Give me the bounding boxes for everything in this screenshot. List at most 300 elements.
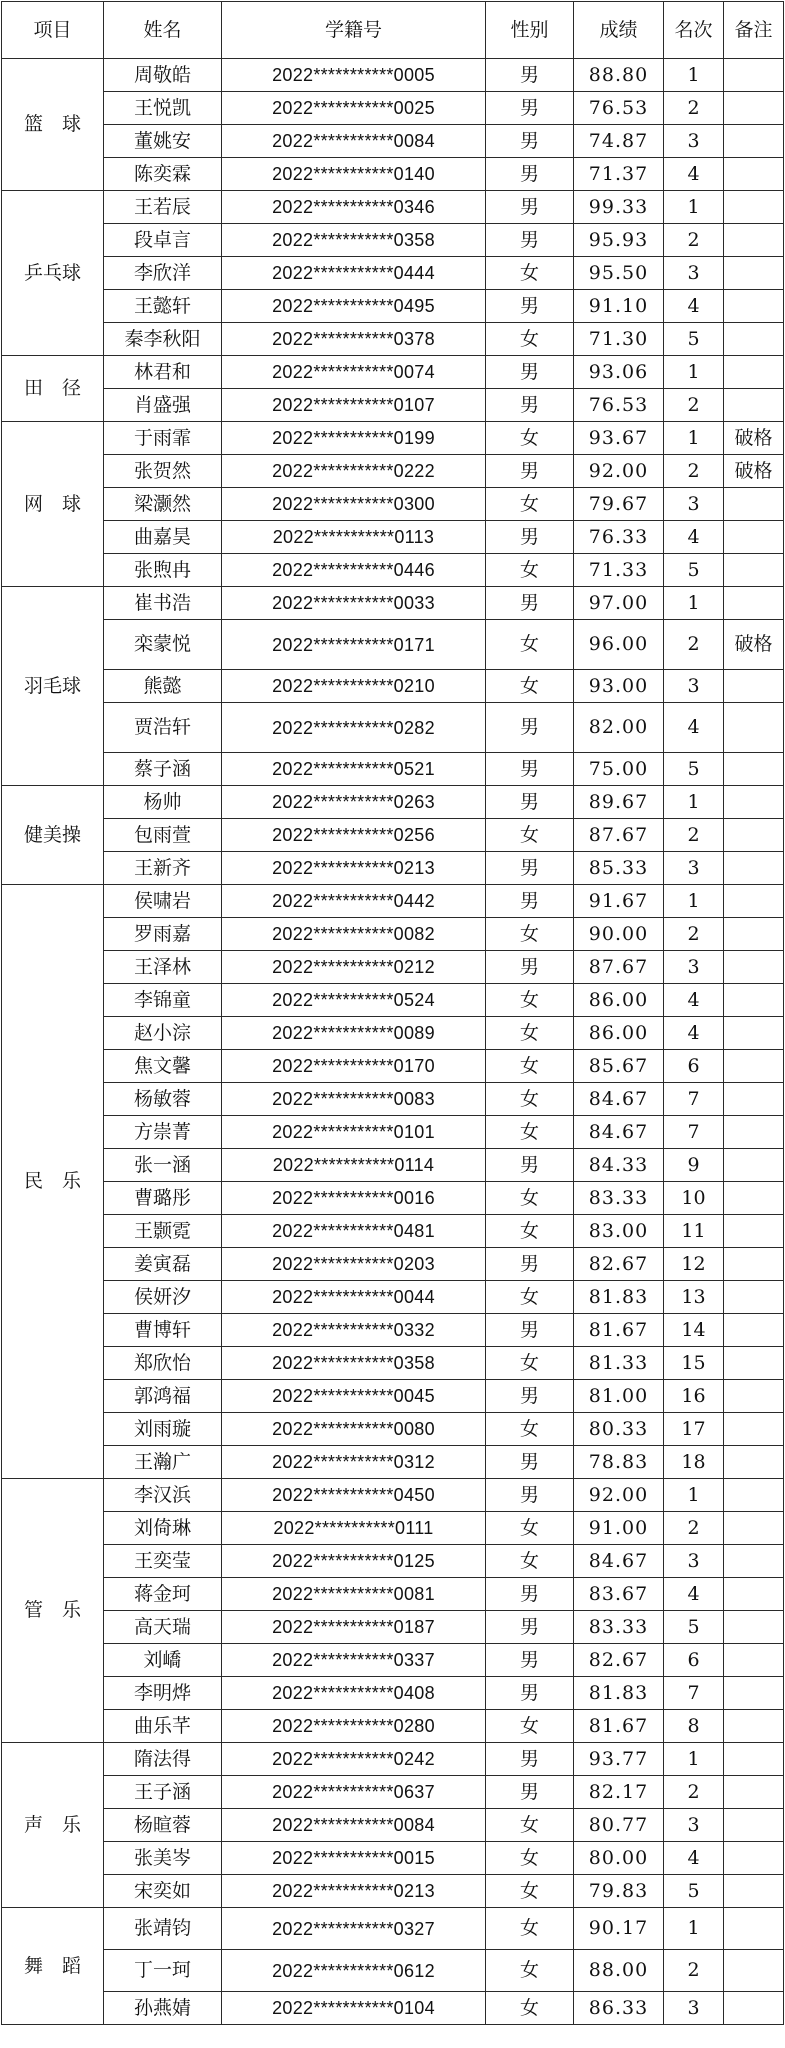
gender-cell: 男 [486, 1644, 574, 1677]
table-row [2, 620, 784, 670]
rank-cell: 14 [664, 1314, 724, 1347]
table-row [2, 918, 784, 951]
remark-cell [724, 1809, 784, 1842]
student-id-cell: 2022***********0084 [222, 125, 486, 158]
rank-cell: 2 [664, 918, 724, 951]
gender-cell: 女 [486, 554, 574, 587]
remark-cell [724, 521, 784, 554]
name-cell: 张美岑 [104, 1842, 222, 1875]
name-cell: 姜寅磊 [104, 1248, 222, 1281]
table-row [2, 521, 784, 554]
project-cell: 田 径 [2, 356, 104, 422]
name-cell: 李明烨 [104, 1677, 222, 1710]
name-cell: 王瀚广 [104, 1446, 222, 1479]
name-cell: 侯啸岩 [104, 885, 222, 918]
name-cell: 王悦凯 [104, 92, 222, 125]
gender-cell: 男 [486, 1314, 574, 1347]
student-id-cell: 2022***********0111 [222, 1512, 486, 1545]
score-cell: 84.33 [574, 1149, 664, 1182]
gender-cell: 女 [486, 257, 574, 290]
score-cell: 83.33 [574, 1611, 664, 1644]
table-row [2, 1809, 784, 1842]
score-cell: 71.37 [574, 158, 664, 191]
rank-cell: 1 [664, 885, 724, 918]
gender-cell: 女 [486, 1908, 574, 1950]
rank-cell: 1 [664, 356, 724, 389]
rank-cell: 3 [664, 1545, 724, 1578]
table-row [2, 1479, 784, 1512]
rank-cell: 4 [664, 1017, 724, 1050]
table-row [2, 1950, 784, 1992]
table-row [2, 984, 784, 1017]
score-cell: 88.00 [574, 1950, 664, 1992]
name-cell: 曹璐彤 [104, 1182, 222, 1215]
score-cell: 76.33 [574, 521, 664, 554]
gender-cell: 女 [486, 1083, 574, 1116]
name-cell: 王子涵 [104, 1776, 222, 1809]
score-cell: 84.67 [574, 1545, 664, 1578]
rank-cell: 3 [664, 951, 724, 984]
student-id-cell: 2022***********0015 [222, 1842, 486, 1875]
name-cell: 肖盛强 [104, 389, 222, 422]
rank-cell: 4 [664, 703, 724, 753]
gender-cell: 男 [486, 521, 574, 554]
remark-cell [724, 1413, 784, 1446]
name-cell: 蔡子涵 [104, 753, 222, 786]
remark-cell: 破格 [724, 455, 784, 488]
table-row [2, 1842, 784, 1875]
gender-cell: 女 [486, 1992, 574, 2025]
remark-cell [724, 1314, 784, 1347]
table-row [2, 59, 784, 92]
gender-cell: 男 [486, 125, 574, 158]
remark-cell [724, 1644, 784, 1677]
table-row [2, 819, 784, 852]
score-cell: 76.53 [574, 92, 664, 125]
rank-cell: 5 [664, 753, 724, 786]
gender-cell: 男 [486, 1149, 574, 1182]
gender-cell: 女 [486, 1842, 574, 1875]
student-id-cell: 2022***********0337 [222, 1644, 486, 1677]
name-cell: 梁灏然 [104, 488, 222, 521]
table-row [2, 703, 784, 753]
rank-cell: 2 [664, 92, 724, 125]
table-row [2, 1908, 784, 1950]
gender-cell: 男 [486, 786, 574, 819]
gender-cell: 男 [486, 356, 574, 389]
remark-cell [724, 819, 784, 852]
rank-cell: 4 [664, 521, 724, 554]
remark-cell [724, 703, 784, 753]
rank-cell: 8 [664, 1710, 724, 1743]
project-cell: 健美操 [2, 786, 104, 885]
score-cell: 85.33 [574, 852, 664, 885]
gender-cell: 男 [486, 1743, 574, 1776]
table-row [2, 224, 784, 257]
name-cell: 曹博轩 [104, 1314, 222, 1347]
gender-cell: 男 [486, 587, 574, 620]
remark-cell [724, 92, 784, 125]
rank-cell: 4 [664, 1578, 724, 1611]
rank-cell: 17 [664, 1413, 724, 1446]
table-row [2, 1050, 784, 1083]
table-row [2, 1446, 784, 1479]
score-cell: 75.00 [574, 753, 664, 786]
rank-cell: 16 [664, 1380, 724, 1413]
name-cell: 方崇菁 [104, 1116, 222, 1149]
student-id-cell: 2022***********0444 [222, 257, 486, 290]
name-cell: 贾浩轩 [104, 703, 222, 753]
gender-cell: 男 [486, 1446, 574, 1479]
table-row [2, 92, 784, 125]
gender-cell: 女 [486, 1950, 574, 1992]
remark-cell [724, 1743, 784, 1776]
rank-cell: 13 [664, 1281, 724, 1314]
score-cell: 78.83 [574, 1446, 664, 1479]
name-cell: 刘嶠 [104, 1644, 222, 1677]
remark-cell [724, 1578, 784, 1611]
name-cell: 栾蒙悦 [104, 620, 222, 670]
remark-cell [724, 1677, 784, 1710]
gender-cell: 男 [486, 191, 574, 224]
table-row [2, 158, 784, 191]
score-cell: 87.67 [574, 819, 664, 852]
gender-cell: 女 [486, 422, 574, 455]
student-id-cell: 2022***********0327 [222, 1908, 486, 1950]
score-cell: 99.33 [574, 191, 664, 224]
name-cell: 张一涵 [104, 1149, 222, 1182]
name-cell: 曲乐芊 [104, 1710, 222, 1743]
score-cell: 93.00 [574, 670, 664, 703]
header-remark: 备注 [724, 2, 784, 59]
remark-cell [724, 1479, 784, 1512]
score-cell: 86.00 [574, 984, 664, 1017]
gender-cell: 女 [486, 1116, 574, 1149]
gender-cell: 男 [486, 1248, 574, 1281]
header-score: 成绩 [574, 2, 664, 59]
student-id-cell: 2022***********0280 [222, 1710, 486, 1743]
student-id-cell: 2022***********0187 [222, 1611, 486, 1644]
score-cell: 92.00 [574, 1479, 664, 1512]
student-id-cell: 2022***********0005 [222, 59, 486, 92]
name-cell: 段卓言 [104, 224, 222, 257]
rank-cell: 4 [664, 984, 724, 1017]
name-cell: 李欣洋 [104, 257, 222, 290]
score-cell: 85.67 [574, 1050, 664, 1083]
score-cell: 89.67 [574, 786, 664, 819]
remark-cell [724, 786, 784, 819]
name-cell: 李汉浜 [104, 1479, 222, 1512]
header-rank: 名次 [664, 2, 724, 59]
table-row [2, 670, 784, 703]
student-id-cell: 2022***********0083 [222, 1083, 486, 1116]
remark-cell [724, 1512, 784, 1545]
rank-cell: 11 [664, 1215, 724, 1248]
name-cell: 刘倚琳 [104, 1512, 222, 1545]
score-cell: 95.50 [574, 257, 664, 290]
student-id-cell: 2022***********0213 [222, 852, 486, 885]
gender-cell: 男 [486, 158, 574, 191]
name-cell: 崔书浩 [104, 587, 222, 620]
project-cell: 乒乓球 [2, 191, 104, 356]
remark-cell [724, 984, 784, 1017]
gender-cell: 女 [486, 1710, 574, 1743]
score-cell: 90.00 [574, 918, 664, 951]
table-row [2, 1512, 784, 1545]
gender-cell: 男 [486, 455, 574, 488]
remark-cell [724, 323, 784, 356]
rank-cell: 5 [664, 1875, 724, 1908]
score-cell: 81.83 [574, 1677, 664, 1710]
rank-cell: 1 [664, 786, 724, 819]
score-cell: 82.00 [574, 703, 664, 753]
rank-cell: 1 [664, 587, 724, 620]
gender-cell: 女 [486, 670, 574, 703]
rank-cell: 3 [664, 852, 724, 885]
rank-cell: 3 [664, 125, 724, 158]
student-id-cell: 2022***********0408 [222, 1677, 486, 1710]
student-id-cell: 2022***********0332 [222, 1314, 486, 1347]
rank-cell: 15 [664, 1347, 724, 1380]
table-row [2, 1314, 784, 1347]
name-cell: 秦李秋阳 [104, 323, 222, 356]
gender-cell: 女 [486, 1281, 574, 1314]
rank-cell: 9 [664, 1149, 724, 1182]
score-cell: 92.00 [574, 455, 664, 488]
gender-cell: 男 [486, 1776, 574, 1809]
student-id-cell: 2022***********0495 [222, 290, 486, 323]
table-row [2, 356, 784, 389]
rank-cell: 3 [664, 1992, 724, 2025]
score-cell: 79.83 [574, 1875, 664, 1908]
student-id-cell: 2022***********0125 [222, 1545, 486, 1578]
header-student-id: 学籍号 [222, 2, 486, 59]
table-row [2, 1281, 784, 1314]
rank-cell: 6 [664, 1050, 724, 1083]
student-id-cell: 2022***********0210 [222, 670, 486, 703]
student-id-cell: 2022***********0222 [222, 455, 486, 488]
score-cell: 74.87 [574, 125, 664, 158]
table-row [2, 1545, 784, 1578]
score-cell: 86.00 [574, 1017, 664, 1050]
table-row [2, 422, 784, 455]
remark-cell [724, 1875, 784, 1908]
gender-cell: 男 [486, 1677, 574, 1710]
student-id-cell: 2022***********0358 [222, 224, 486, 257]
score-cell: 82.67 [574, 1644, 664, 1677]
gender-cell: 女 [486, 1050, 574, 1083]
score-cell: 96.00 [574, 620, 664, 670]
header-gender: 性别 [486, 2, 574, 59]
score-cell: 71.33 [574, 554, 664, 587]
name-cell: 王泽林 [104, 951, 222, 984]
score-cell: 76.53 [574, 389, 664, 422]
table-row [2, 1644, 784, 1677]
student-id-cell: 2022***********0450 [222, 1479, 486, 1512]
table-row [2, 1017, 784, 1050]
gender-cell: 女 [486, 984, 574, 1017]
gender-cell: 男 [486, 389, 574, 422]
score-cell: 83.67 [574, 1578, 664, 1611]
rank-cell: 4 [664, 158, 724, 191]
rank-cell: 2 [664, 455, 724, 488]
name-cell: 杨帅 [104, 786, 222, 819]
rank-cell: 2 [664, 819, 724, 852]
table-row [2, 191, 784, 224]
table-row [2, 125, 784, 158]
student-id-cell: 2022***********0481 [222, 1215, 486, 1248]
rank-cell: 2 [664, 224, 724, 257]
table-row [2, 753, 784, 786]
rank-cell: 7 [664, 1083, 724, 1116]
student-id-cell: 2022***********0203 [222, 1248, 486, 1281]
remark-cell [724, 290, 784, 323]
name-cell: 宋奕如 [104, 1875, 222, 1908]
table-row [2, 1776, 784, 1809]
table-row [2, 1182, 784, 1215]
table-row [2, 1677, 784, 1710]
gender-cell: 女 [486, 918, 574, 951]
remark-cell [724, 191, 784, 224]
table-row [2, 257, 784, 290]
header-row [2, 2, 784, 59]
score-cell: 81.67 [574, 1314, 664, 1347]
gender-cell: 男 [486, 1380, 574, 1413]
remark-cell [724, 389, 784, 422]
student-id-cell: 2022***********0101 [222, 1116, 486, 1149]
results-table [1, 1, 784, 2025]
score-cell: 91.00 [574, 1512, 664, 1545]
remark-cell [724, 670, 784, 703]
student-id-cell: 2022***********0282 [222, 703, 486, 753]
remark-cell [724, 1950, 784, 1992]
project-cell: 声 乐 [2, 1743, 104, 1908]
score-cell: 80.77 [574, 1809, 664, 1842]
name-cell: 蒋金珂 [104, 1578, 222, 1611]
gender-cell: 女 [486, 1875, 574, 1908]
table-row [2, 554, 784, 587]
name-cell: 隋法得 [104, 1743, 222, 1776]
name-cell: 王新齐 [104, 852, 222, 885]
rank-cell: 6 [664, 1644, 724, 1677]
remark-cell [724, 1992, 784, 2025]
remark-cell: 破格 [724, 620, 784, 670]
score-cell: 93.77 [574, 1743, 664, 1776]
header-name: 姓名 [104, 2, 222, 59]
student-id-cell: 2022***********0521 [222, 753, 486, 786]
remark-cell [724, 1050, 784, 1083]
table-row [2, 290, 784, 323]
table-row [2, 1347, 784, 1380]
remark-cell [724, 1908, 784, 1950]
rank-cell: 3 [664, 257, 724, 290]
project-cell: 舞 蹈 [2, 1908, 104, 2025]
table-row [2, 389, 784, 422]
student-id-cell: 2022***********0084 [222, 1809, 486, 1842]
student-id-cell: 2022***********0044 [222, 1281, 486, 1314]
name-cell: 林君和 [104, 356, 222, 389]
project-cell: 管 乐 [2, 1479, 104, 1743]
gender-cell: 男 [486, 1578, 574, 1611]
rank-cell: 1 [664, 1479, 724, 1512]
remark-cell [724, 1116, 784, 1149]
name-cell: 李锦童 [104, 984, 222, 1017]
remark-cell [724, 1710, 784, 1743]
student-id-cell: 2022***********0212 [222, 951, 486, 984]
gender-cell: 女 [486, 1215, 574, 1248]
student-id-cell: 2022***********0170 [222, 1050, 486, 1083]
name-cell: 焦文馨 [104, 1050, 222, 1083]
rank-cell: 7 [664, 1116, 724, 1149]
student-id-cell: 2022***********0114 [222, 1149, 486, 1182]
name-cell: 王奕莹 [104, 1545, 222, 1578]
remark-cell [724, 59, 784, 92]
student-id-cell: 2022***********0242 [222, 1743, 486, 1776]
rank-cell: 4 [664, 1842, 724, 1875]
name-cell: 孙燕婧 [104, 1992, 222, 2025]
table-row [2, 587, 784, 620]
score-cell: 82.17 [574, 1776, 664, 1809]
remark-cell [724, 356, 784, 389]
gender-cell: 女 [486, 1545, 574, 1578]
name-cell: 郑欣怡 [104, 1347, 222, 1380]
student-id-cell: 2022***********0213 [222, 1875, 486, 1908]
gender-cell: 男 [486, 753, 574, 786]
table-row [2, 1743, 784, 1776]
rank-cell: 10 [664, 1182, 724, 1215]
gender-cell: 女 [486, 488, 574, 521]
score-cell: 91.67 [574, 885, 664, 918]
score-cell: 81.67 [574, 1710, 664, 1743]
gender-cell: 男 [486, 92, 574, 125]
student-id-cell: 2022***********0263 [222, 786, 486, 819]
score-cell: 80.00 [574, 1842, 664, 1875]
student-id-cell: 2022***********0016 [222, 1182, 486, 1215]
rank-cell: 7 [664, 1677, 724, 1710]
remark-cell [724, 554, 784, 587]
remark-cell [724, 1215, 784, 1248]
student-id-cell: 2022***********0140 [222, 158, 486, 191]
name-cell: 丁一珂 [104, 1950, 222, 1992]
name-cell: 陈奕霖 [104, 158, 222, 191]
student-id-cell: 2022***********0113 [222, 521, 486, 554]
rank-cell: 2 [664, 1776, 724, 1809]
name-cell: 侯妍汐 [104, 1281, 222, 1314]
name-cell: 包雨萱 [104, 819, 222, 852]
student-id-cell: 2022***********0104 [222, 1992, 486, 2025]
name-cell: 张靖钧 [104, 1908, 222, 1950]
table-row [2, 1116, 784, 1149]
student-id-cell: 2022***********0033 [222, 587, 486, 620]
score-cell: 80.33 [574, 1413, 664, 1446]
remark-cell [724, 1149, 784, 1182]
remark-cell [724, 1182, 784, 1215]
rank-cell: 2 [664, 1950, 724, 1992]
gender-cell: 女 [486, 1413, 574, 1446]
student-id-cell: 2022***********0446 [222, 554, 486, 587]
gender-cell: 男 [486, 1479, 574, 1512]
score-cell: 84.67 [574, 1116, 664, 1149]
score-cell: 87.67 [574, 951, 664, 984]
remark-cell [724, 753, 784, 786]
name-cell: 张贺然 [104, 455, 222, 488]
remark-cell [724, 1281, 784, 1314]
student-id-cell: 2022***********0025 [222, 92, 486, 125]
table-row [2, 1380, 784, 1413]
name-cell: 曲嘉昊 [104, 521, 222, 554]
remark-cell [724, 885, 784, 918]
table-row [2, 852, 784, 885]
